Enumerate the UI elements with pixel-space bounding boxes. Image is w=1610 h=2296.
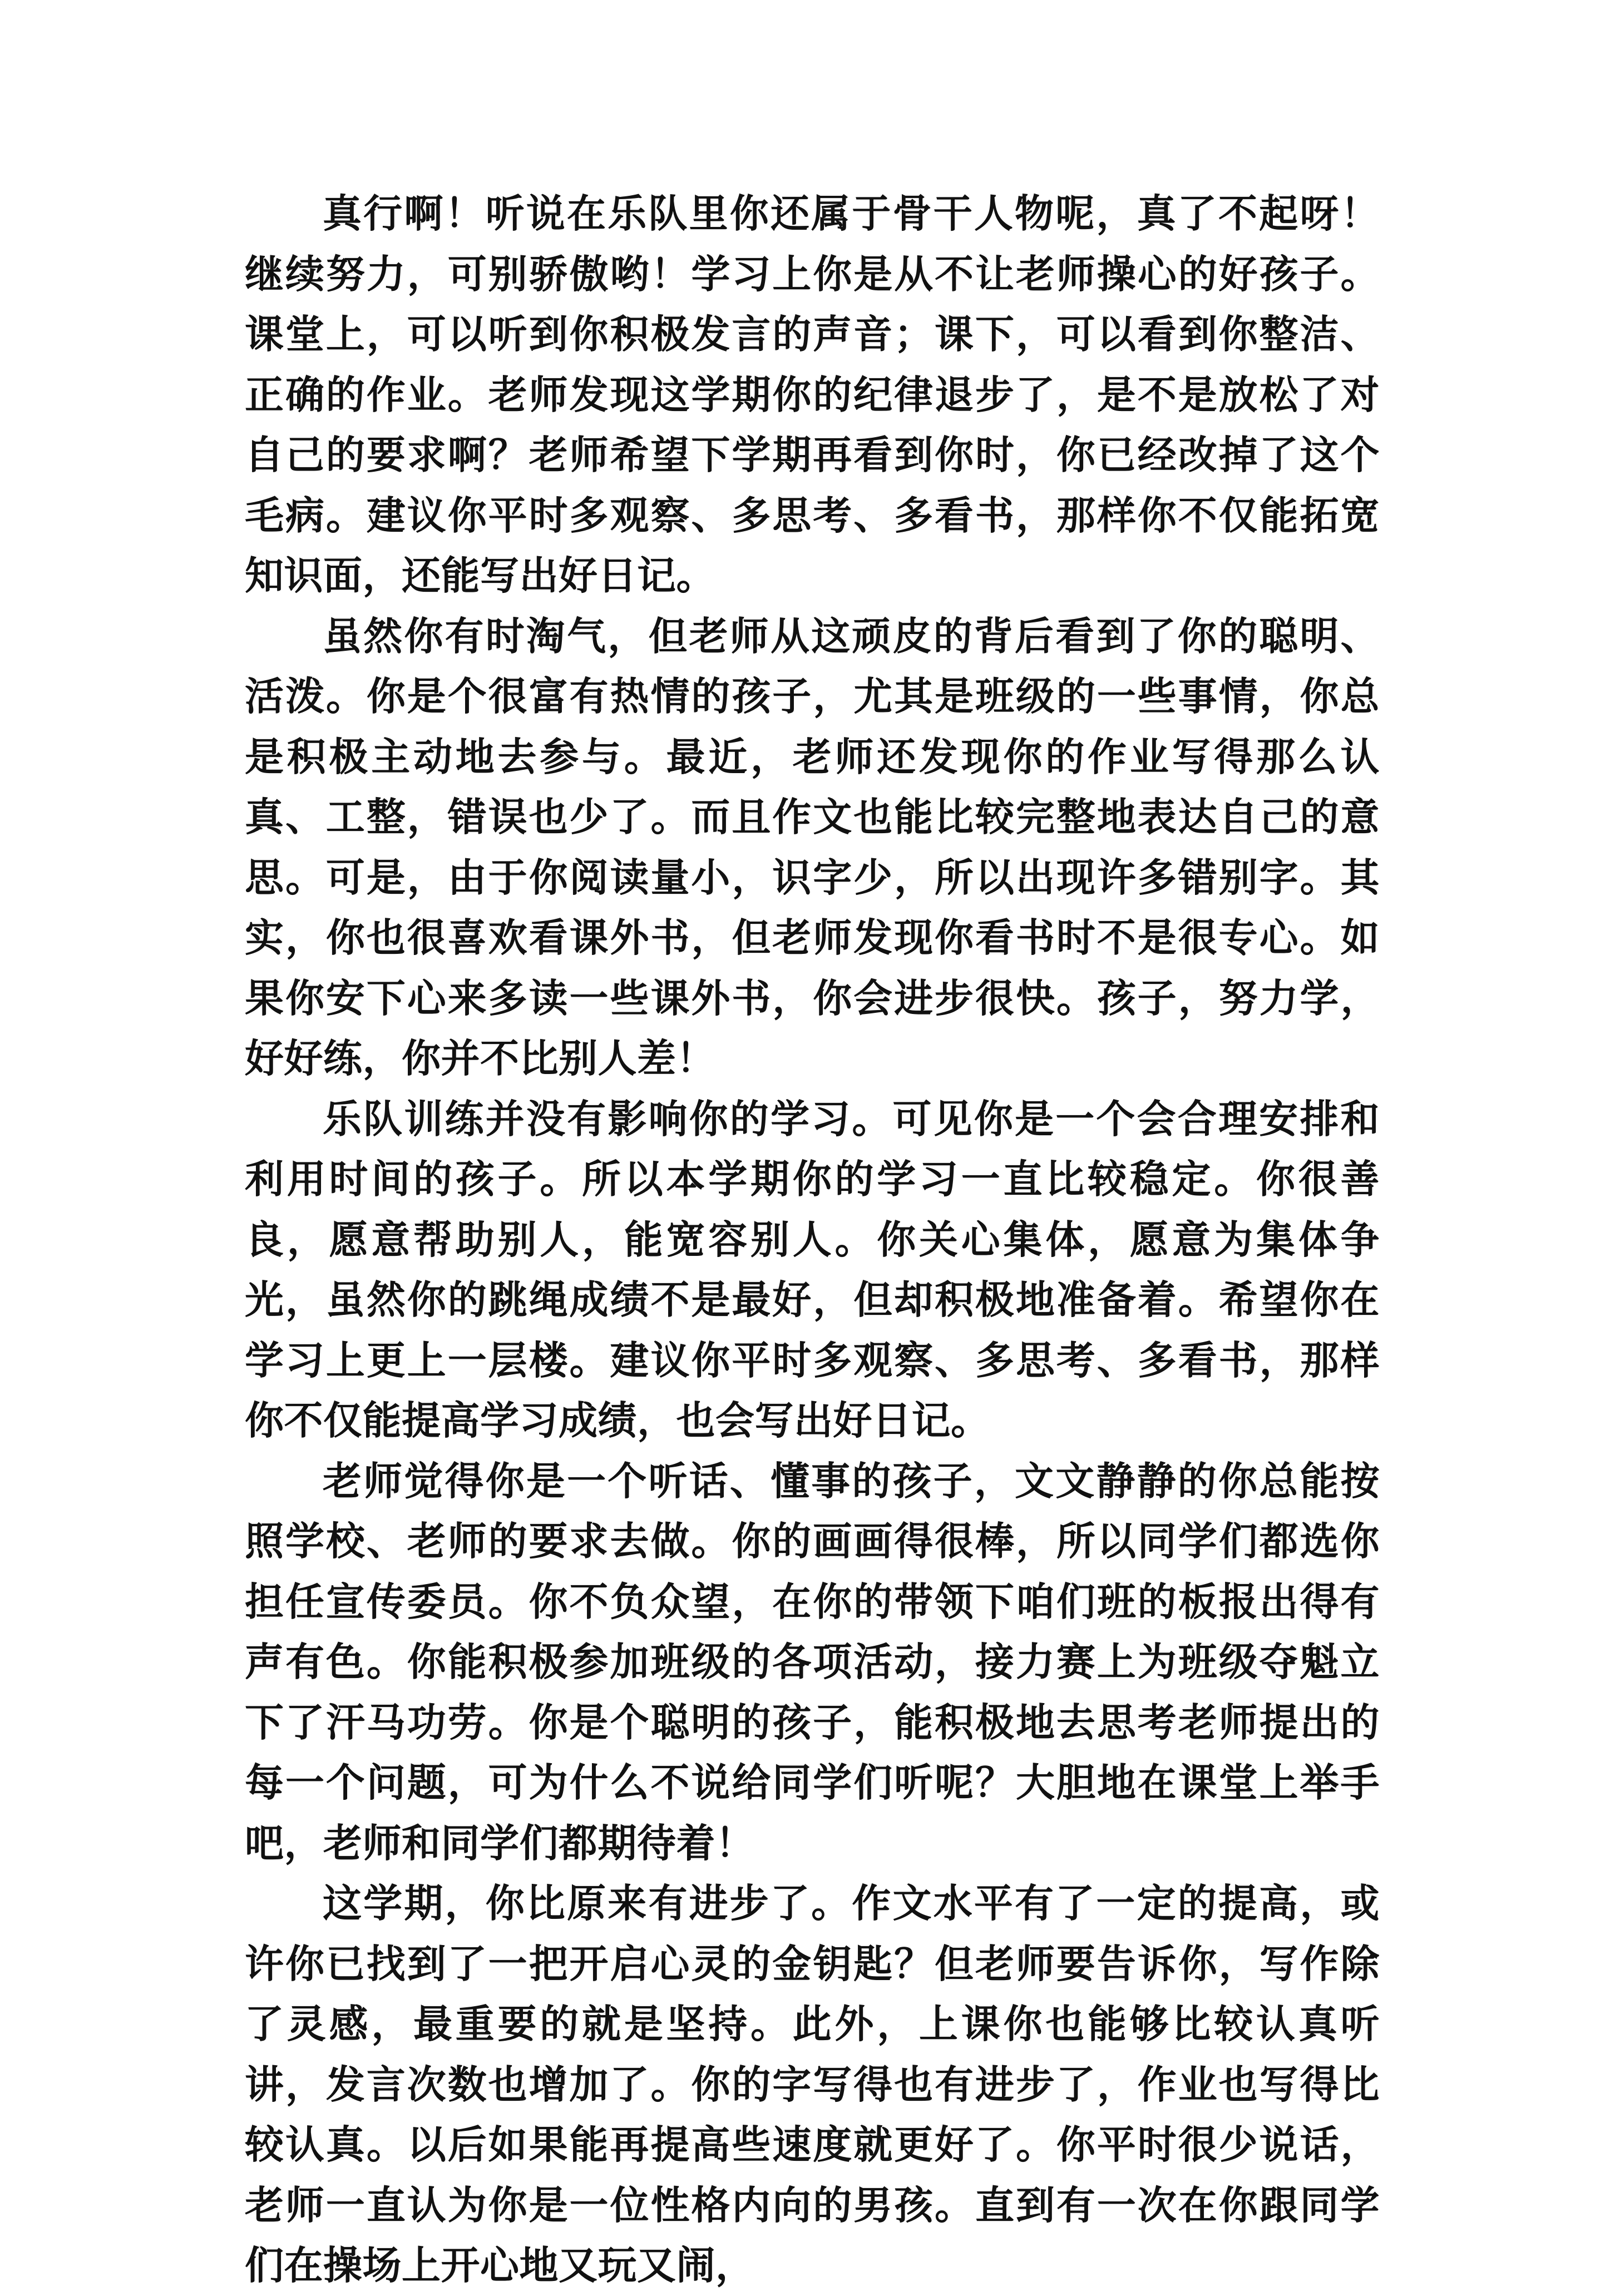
paragraph-3: 乐队训练并没有影响你的学习。可见你是一个会合理安排和利用时间的孩子。所以本学期你的学习一直比较稳定。你很善良，愿意帮助别人，能宽容别人。你关心集体，愿意为集体争光，虽然你的跳绳成绩不是最好，但却积极地准备着。希望你在学习上更上一层楼。建议你平时多观察、多思考、多看书，那样你不仅能提高学习成绩，也会写出好日记。 (245, 1096, 1380, 1443)
paragraph-2: 虽然你有时淘气，但老师从这顽皮的背后看到了你的聪明、活泼。你是个很富有热情的孩子，尤其是班级的一些事情，你总是积极主动地去参与。最近，老师还发现你的作业写得那么认真、工整，错误也少了。而且作文也能比较完整地表达自己的意思。可是，由于你阅读量小，识字少，所以出现许多错别字。其实，你也很喜欢看课外书，但老师发现你看书时不是很专心。如果你安下心来多读一些课外书，你会进步很快。孩子，努力学，好好练，你并不比别人差！ (245, 613, 1380, 1081)
paragraph-1: 真行啊！听说在乐队里你还属于骨干人物呢，真了不起呀！继续努力，可别骄傲哟！学习上你是从不让老师操心的好孩子。课堂上，可以听到你积极发言的声音；课下，可以看到你整洁、正确的作业。老师发现这学期你的纪律退步了，是不是放松了对自己的要求啊？老师希望下学期再看到你时，你已经改掉了这个毛病。建议你平时多观察、多思考、多看书，那样你不仅能拓宽知识面，还能写出好日记。 (245, 191, 1380, 598)
document-body (245, 184, 1380, 2296)
paragraph-4: 老师觉得你是一个听话、懂事的孩子，文文静静的你总能按照学校、老师的要求去做。你的画画得很棒，所以同学们都选你担任宣传委员。你不负众望，在你的带领下咱们班的板报出得有声有色。你能积极参加班级的各项活动，接力赛上为班级夺魁立下了汗马功劳。你是个聪明的孩子，能积极地去思考老师提出的每一个问题，可为什么不说给同学们听呢？大胆地在课堂上举手吧，老师和同学们都期待着！ (245, 1458, 1380, 1866)
paragraph-5: 这学期，你比原来有进步了。作文水平有了一定的提高，或许你已找到了一把开启心灵的金钥匙？但老师要告诉你，写作除了灵感，最重要的就是坚持。此外，上课你也能够比较认真听讲，发言次数也增加了。你的字写得也有进步了，作业也写得比较认真。以后如果能再提高些速度就更好了。你平时很少说话，老师一直认为你是一位性格内向的男孩。直到有一次在你跟同学们在操场上开心地又玩又闹， (245, 1881, 1380, 2288)
